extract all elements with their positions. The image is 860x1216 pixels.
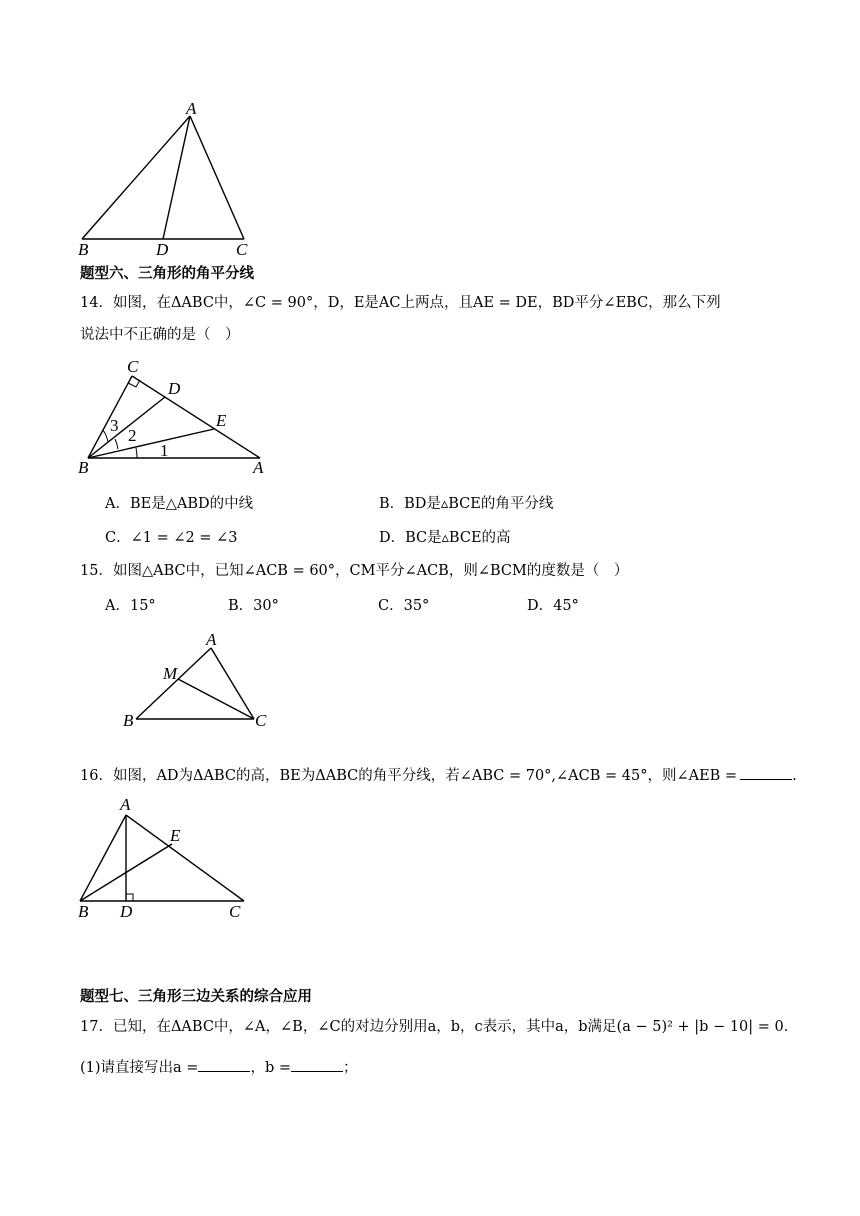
- q15-stem: 15．如图△ABC中，已知∠ACB = 60°，CM平分∠ACB，则∠BCM的度数是（ ）: [80, 563, 629, 579]
- q16-answer-blank[interactable]: [740, 765, 792, 780]
- section-heading-6: 题型六、三角形的角平分线: [80, 266, 254, 282]
- point-label-b: B: [78, 240, 89, 259]
- q17-answer-b-blank[interactable]: [291, 1057, 343, 1072]
- point-label-d: D: [168, 379, 181, 398]
- q16-stem-text: 16．如图，AD为ΔABC的高，BE为ΔABC的角平分线，若∠ABC = 70°,∠ACB = 45°，则∠AEB =: [80, 768, 738, 784]
- point-label-a: A: [206, 630, 217, 649]
- point-label-d: D: [120, 902, 133, 921]
- q16-stem: [80, 765, 797, 786]
- figure-triangle-abd: [70, 100, 270, 260]
- q17-sub1-end: ；: [343, 1060, 358, 1076]
- q16-stem-end: .: [792, 768, 797, 784]
- q17-stem: 17．已知，在ΔABC中，∠A，∠B，∠C的对边分别用a，b，c表示，其中a，b满足(a − 5)² + |b − 10| = 0．: [80, 1019, 799, 1035]
- point-label-a: A: [120, 795, 131, 814]
- q15-option-c: C．35°: [378, 598, 430, 614]
- angle-label-1: 1: [160, 441, 169, 460]
- point-label-c: C: [255, 711, 267, 730]
- point-label-c: C: [236, 240, 248, 259]
- q15-option-d: D．45°: [527, 598, 579, 614]
- angle-label-3: 3: [110, 416, 119, 435]
- point-label-a: A: [253, 458, 264, 477]
- q17-sub1-prefix: (1)请直接写出a =: [80, 1060, 199, 1076]
- q14-stem-line1: 14．如图，在ΔABC中，∠C = 90°，D，E是AC上两点，且AE = DE，BD平分∠EBC，那么下列: [80, 295, 721, 311]
- q17-sub1-mid: ，b =: [250, 1060, 291, 1076]
- point-label-b: B: [78, 458, 89, 477]
- point-label-c: C: [127, 357, 139, 376]
- q17-answer-a-blank[interactable]: [198, 1057, 250, 1072]
- point-label-e: E: [170, 826, 181, 845]
- point-label-b: B: [123, 711, 134, 730]
- q15-option-b: B．30°: [228, 598, 279, 614]
- point-label-m: M: [163, 664, 178, 683]
- q15-option-a: A．15°: [105, 598, 156, 614]
- figure-q14-triangle: [70, 355, 285, 480]
- point-label-e: E: [216, 411, 227, 430]
- q17-sub1: [80, 1057, 358, 1078]
- figure-q16-triangle: [70, 790, 260, 925]
- point-label-d: D: [156, 240, 169, 259]
- figure-q15-triangle: [118, 628, 278, 733]
- q14-option-c: C．∠1 = ∠2 = ∠3: [105, 530, 238, 546]
- q14-stem-line2: 说法中不正确的是（ ）: [80, 327, 240, 343]
- point-label-c: C: [229, 902, 241, 921]
- q14-option-a: A．BE是△ABD的中线: [105, 496, 254, 512]
- section-heading-7: 题型七、三角形三边关系的综合应用: [80, 989, 312, 1005]
- q14-option-b: B．BD是▵BCE的角平分线: [379, 496, 554, 512]
- q14-option-d: D．BC是▵BCE的高: [379, 530, 511, 546]
- angle-label-2: 2: [128, 426, 137, 445]
- point-label-b: B: [78, 902, 89, 921]
- point-label-a: A: [186, 100, 197, 118]
